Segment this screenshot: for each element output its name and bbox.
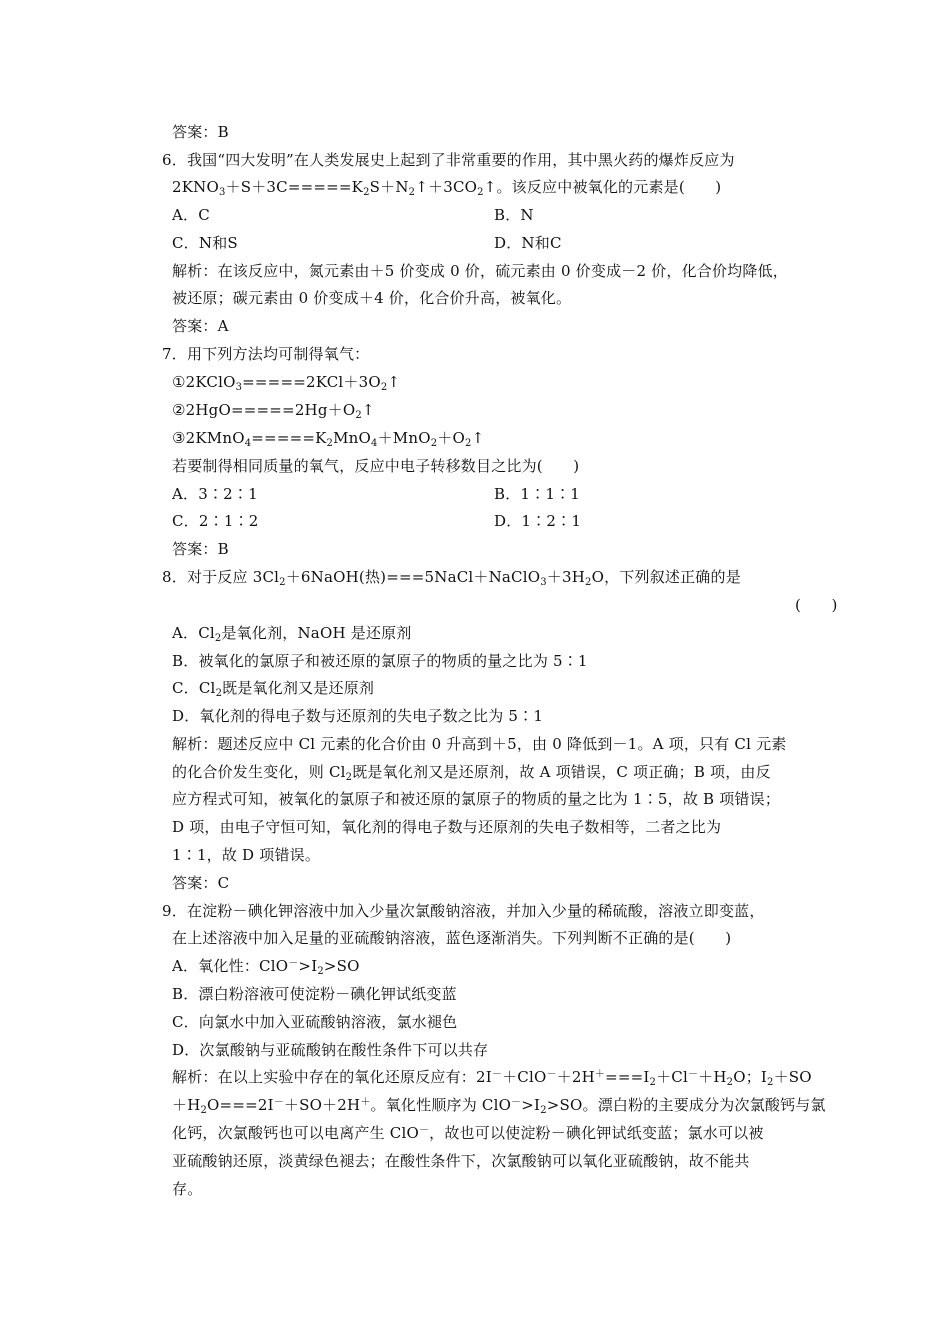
q7-stem: 7．用下列方法均可制得氧气： [162,345,370,363]
q6-analysis-line2: 被还原；碳元素由 0 价变成＋4 价，化合价升高，被氧化。 [172,289,572,307]
q8-answer: 答案：C [172,874,230,892]
q8-option-a: A．$Cl_2$是氧化剂，NaOH 是还原剂 [172,624,412,644]
q9-analysis-line3: 化钙，次氯酸钙也可以电离产生 ClO－，故也可以使淀粉－碘化钾试纸变蓝；氯水可以被 [172,1124,764,1142]
q6-stem-line1: 6．我国“四大发明”在人类发展史上起到了非常重要的作用，其中黑火药的爆炸反应为 [162,151,735,169]
q6-option-b: B．N [494,206,534,224]
q8-answer-paren: ( ) [795,596,838,614]
q9-analysis-line1: 解析：在以上实验中存在的氧化还原反应有：$2I^-+ClO^-+2H^+===I_2+Cl^-+H_2O$；$I_2+SO$ [172,1068,812,1088]
q8-analysis-line4: D 项，由电子守恒可知，氧化剂的得电子数与还原剂的失电子数相等，二者之比为 [172,818,722,836]
q9-option-d: D．次氯酸钠与亚硫酸钠在酸性条件下可以共存 [172,1041,489,1059]
q9-stem-line1: 9．在淀粉－碘化钾溶液中加入少量次氯酸钠溶液，并加入少量的稀硫酸，溶液立即变蓝， [162,902,765,920]
q9-option-c: C．向氯水中加入亚硫酸钠溶液，氯水褪色 [172,1013,458,1031]
q8-option-c: C．$Cl_2$既是氧化剂又是还原剂 [172,679,375,699]
q8-analysis-line1: 解析：题述反应中 Cl 元素的化合价由 0 升高到＋5，由 0 降低到－1。A 项，只有 Cl 元素 [172,735,787,753]
q7-answer: 答案：B [172,540,229,558]
q8-option-b: B．被氧化的氯原子和被还原的氯原子的物质的量之比为 5∶1 [172,652,588,670]
q9-option-b: B．漂白粉溶液可使淀粉－碘化钾试纸变蓝 [172,985,457,1003]
q8-analysis-line5: 1∶1，故 D 项错误。 [172,846,321,864]
q7-option-b: B．1∶1∶1 [494,485,581,503]
q7-option-d: D．1∶2∶1 [494,512,582,530]
q9-analysis-line4: 亚硫酸钠还原，淡黄绿色褪去；在酸性条件下，次氯酸钠可以氧化亚硫酸钠，故不能共 [172,1152,750,1170]
q8-option-d: D．氧化剂的得电子数与还原剂的失电子数之比为 5∶1 [172,707,544,725]
q7-method-1: $①2KClO_3=====2KCl+3O_2↑$ [172,373,401,393]
q7-question: 若要制得相同质量的氧气，反应中电子转移数目之比为( ) [172,457,580,475]
q7-option-a: A．3∶2∶1 [172,485,258,503]
q9-option-a: A．氧化性：$ClO^->I_2>SO$ [172,957,360,977]
q6-option-a: A．C [172,206,210,224]
q5-answer: 答案：B [172,123,229,141]
q7-method-2: $②2HgO=====2Hg+O_2↑$ [172,401,375,421]
q6-option-d: D．N和C [494,234,562,252]
q7-option-c: C．2∶1∶2 [172,512,259,530]
q6-analysis-line1: 解析：在该反应中，氮元素由＋5 价变成 0 价，硫元素由 0 价变成－2 价，化合价均降低， [172,262,788,280]
q9-analysis-line2: $+H_2O===2I^-+SO+2H^+$。氧化性顺序为 $ClO^->I_2>SO$。漂白粉的主要成分为次氯酸钙与氯 [172,1096,826,1116]
q7-method-3: $③2KMnO_4=====K_2MnO_4+MnO_2+O_2↑$ [172,429,485,449]
q9-analysis-line5: 存。 [172,1180,203,1198]
q8-stem: 8．对于反应 $3Cl_2+6NaOH$(热)$===5NaCl+NaClO_3+3H_2O$，下列叙述正确的是 [162,568,741,588]
q6-answer: 答案：A [172,317,229,335]
q6-equation: $2KNO_3+S+3C=====K_2S+N_2↑+3CO_2↑$。该反应中被氧化的元素是( ) [172,178,722,198]
q8-analysis-line2: 的化合价发生变化，则 $Cl_2$既是氧化剂又是还原剂，故 A 项错误，C 项正确；B 项，由反 [172,763,771,783]
q9-stem-line2: 在上述溶液中加入足量的亚硫酸钠溶液，蓝色逐渐消失。下列判断不正确的是( ) [172,929,732,947]
q8-analysis-line3: 应方程式可知，被氧化的氯原子和被还原的氯原子的物质的量之比为 1∶5，故 B 项错误； [172,790,781,808]
q6-option-c: C．N和S [172,234,238,252]
